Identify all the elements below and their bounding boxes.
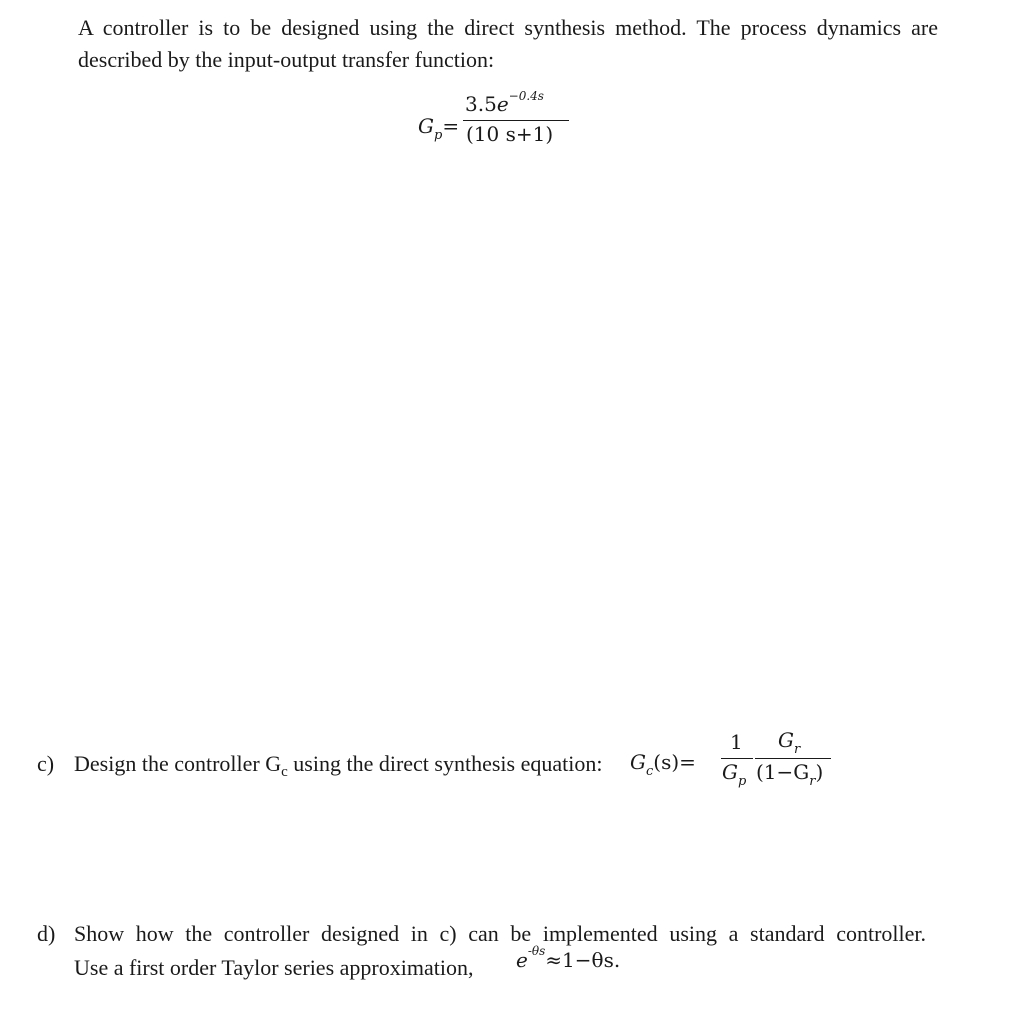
frac2-denominator (756, 760, 824, 789)
part-d-line1: Show how the controller designed in c) can be implemented using a standard controller. (74, 921, 926, 946)
taylor-exponent: -θs (527, 944, 546, 958)
part-c-label: c) (37, 751, 55, 776)
gp-num-coeff: 3.5 (465, 92, 497, 116)
taylor-base: e (516, 948, 528, 972)
gp-denominator: (10 s+1) (466, 122, 554, 146)
gc-equals: = (679, 750, 696, 774)
part-c-text-after: using the direct synthesis equation: (287, 751, 603, 776)
frac2-num-subscript: r (793, 742, 801, 757)
part-c-text (74, 748, 602, 783)
gp-subscript: p (433, 128, 443, 143)
frac2-numerator (778, 728, 801, 757)
part-c-text-subscript: c (281, 764, 288, 780)
gp-numerator (465, 89, 544, 116)
gp-lhs (418, 114, 460, 143)
frac2-den-close: ) (815, 760, 824, 784)
gc-lhs (630, 750, 696, 779)
frac2-bar (755, 758, 831, 759)
part-c-text-before: Design the controller G (74, 751, 282, 776)
frac1-denominator (722, 760, 747, 789)
frac1-den-symbol: G (722, 760, 738, 784)
frac2-den-subscript: r (809, 774, 816, 789)
problem-intro: A controller is to be designed using the direct synthesis method. The process dynamics are described by the input-output transfer function: (78, 15, 938, 72)
taylor-approximation (516, 944, 621, 972)
gc-arg: (s) (653, 750, 680, 774)
part-d-label: d) (37, 921, 56, 946)
frac2-num-symbol: G (778, 728, 794, 752)
gc-symbol: G (630, 750, 646, 774)
gp-symbol: G (418, 114, 434, 138)
taylor-approx: ≈1−θs. (545, 948, 621, 972)
frac1-den-subscript: p (737, 774, 747, 789)
gp-fraction-bar (463, 120, 569, 121)
gp-equals: = (442, 114, 460, 138)
frac1-numerator: 1 (730, 730, 743, 754)
gp-num-base: e (496, 92, 509, 116)
part-d-line2: Use a first order Taylor series approximation, (74, 955, 474, 980)
frac1-bar (721, 758, 753, 759)
gc-subscript: c (645, 764, 654, 779)
frac2-den-open: (1−G (756, 760, 810, 784)
gp-num-exponent: −0.4s (508, 89, 544, 103)
